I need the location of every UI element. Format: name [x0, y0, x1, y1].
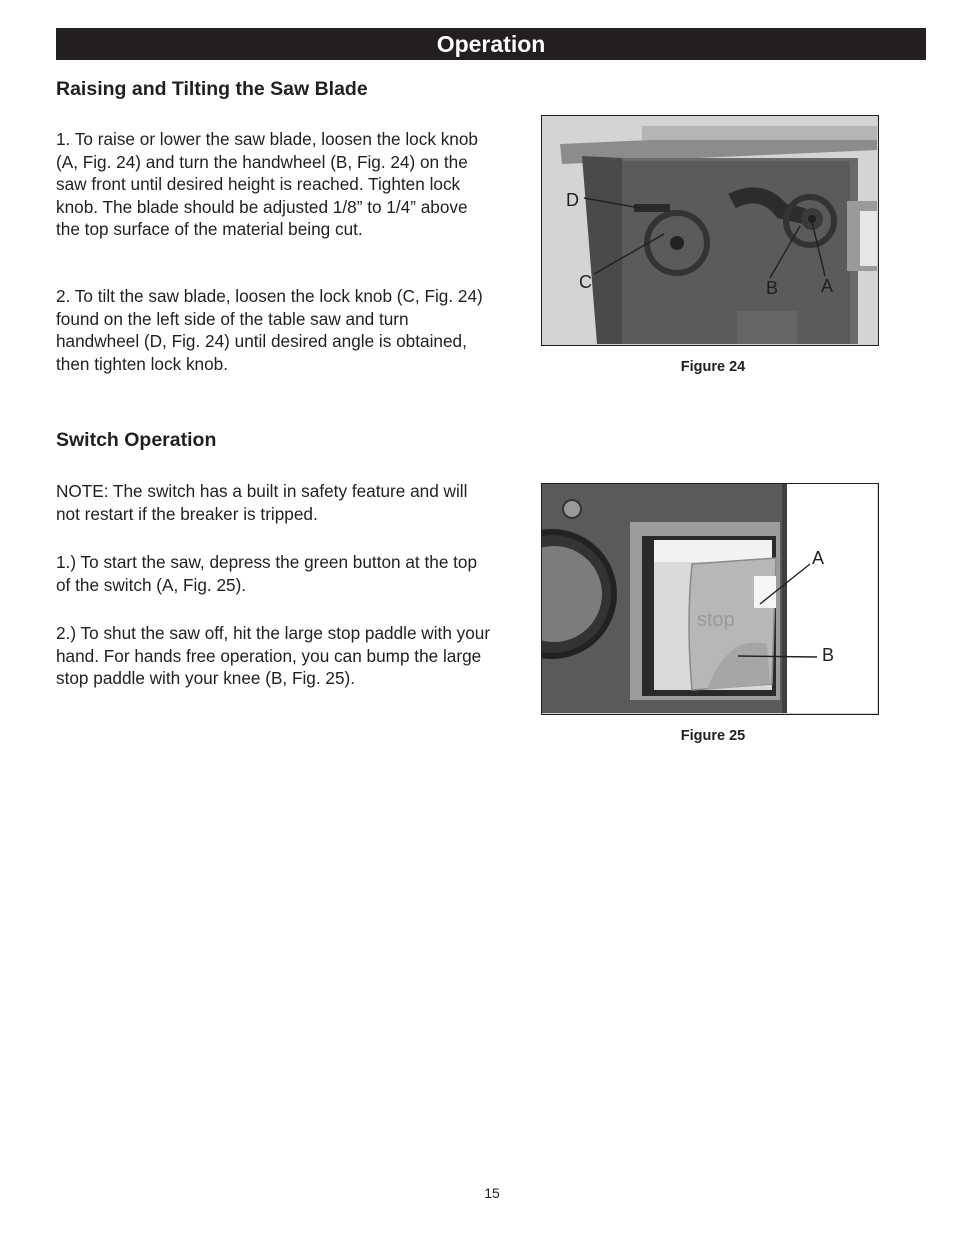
callout-label-b: B: [766, 278, 779, 298]
callout-label-d: D: [566, 190, 579, 210]
paragraph-tilt-blade: 2. To tilt the saw blade, loosen the lock knob (C, Fig. 24) found on the left side of the table saw and turn handwheel (D, Fig. 24) until desired angle is obtained, then tighten lock knob.: [56, 286, 483, 374]
callout-label-a: A: [812, 548, 825, 568]
paragraph-stop-saw: 2.) To shut the saw off, hit the large stop paddle with your hand. For hands free operation, you can bump the large stop paddle with your knee (B, Fig. 25).: [56, 623, 491, 688]
paragraph-start-saw: 1.) To start the saw, depress the green button at the top of the switch (A, Fig. 25).: [56, 552, 478, 595]
callout-label-a: A: [821, 276, 834, 296]
section-heading-raising-tilting: Raising and Tilting the Saw Blade: [56, 78, 368, 100]
callout-label-c: C: [579, 272, 592, 292]
page-number: 15: [484, 1185, 500, 1201]
figure-25-caption: Figure 25: [680, 728, 746, 744]
paragraph-raise-blade: 1. To raise or lower the saw blade, loosen the lock knob (A, Fig. 24) and turn the handwheel (B, Fig. 24) on the saw front until desired height is reached. Tighten lock knob. The blade should be adjusted 1/8” to 1/4” above the top surface of the material being cut.: [56, 129, 478, 239]
paragraph-switch-note: NOTE: The switch has a built in safety feature and will not restart if the breaker is tripped.: [56, 481, 468, 524]
figure-24-caption: Figure 24: [680, 359, 746, 375]
figure-25-image: [541, 483, 879, 715]
stop-paddle-text: stop: [697, 609, 735, 631]
section-heading-switch-operation: Switch Operation: [56, 429, 217, 451]
figure-24-image: [541, 115, 879, 346]
section-banner: Operation: [56, 28, 926, 60]
callout-label-b: B: [822, 645, 835, 665]
